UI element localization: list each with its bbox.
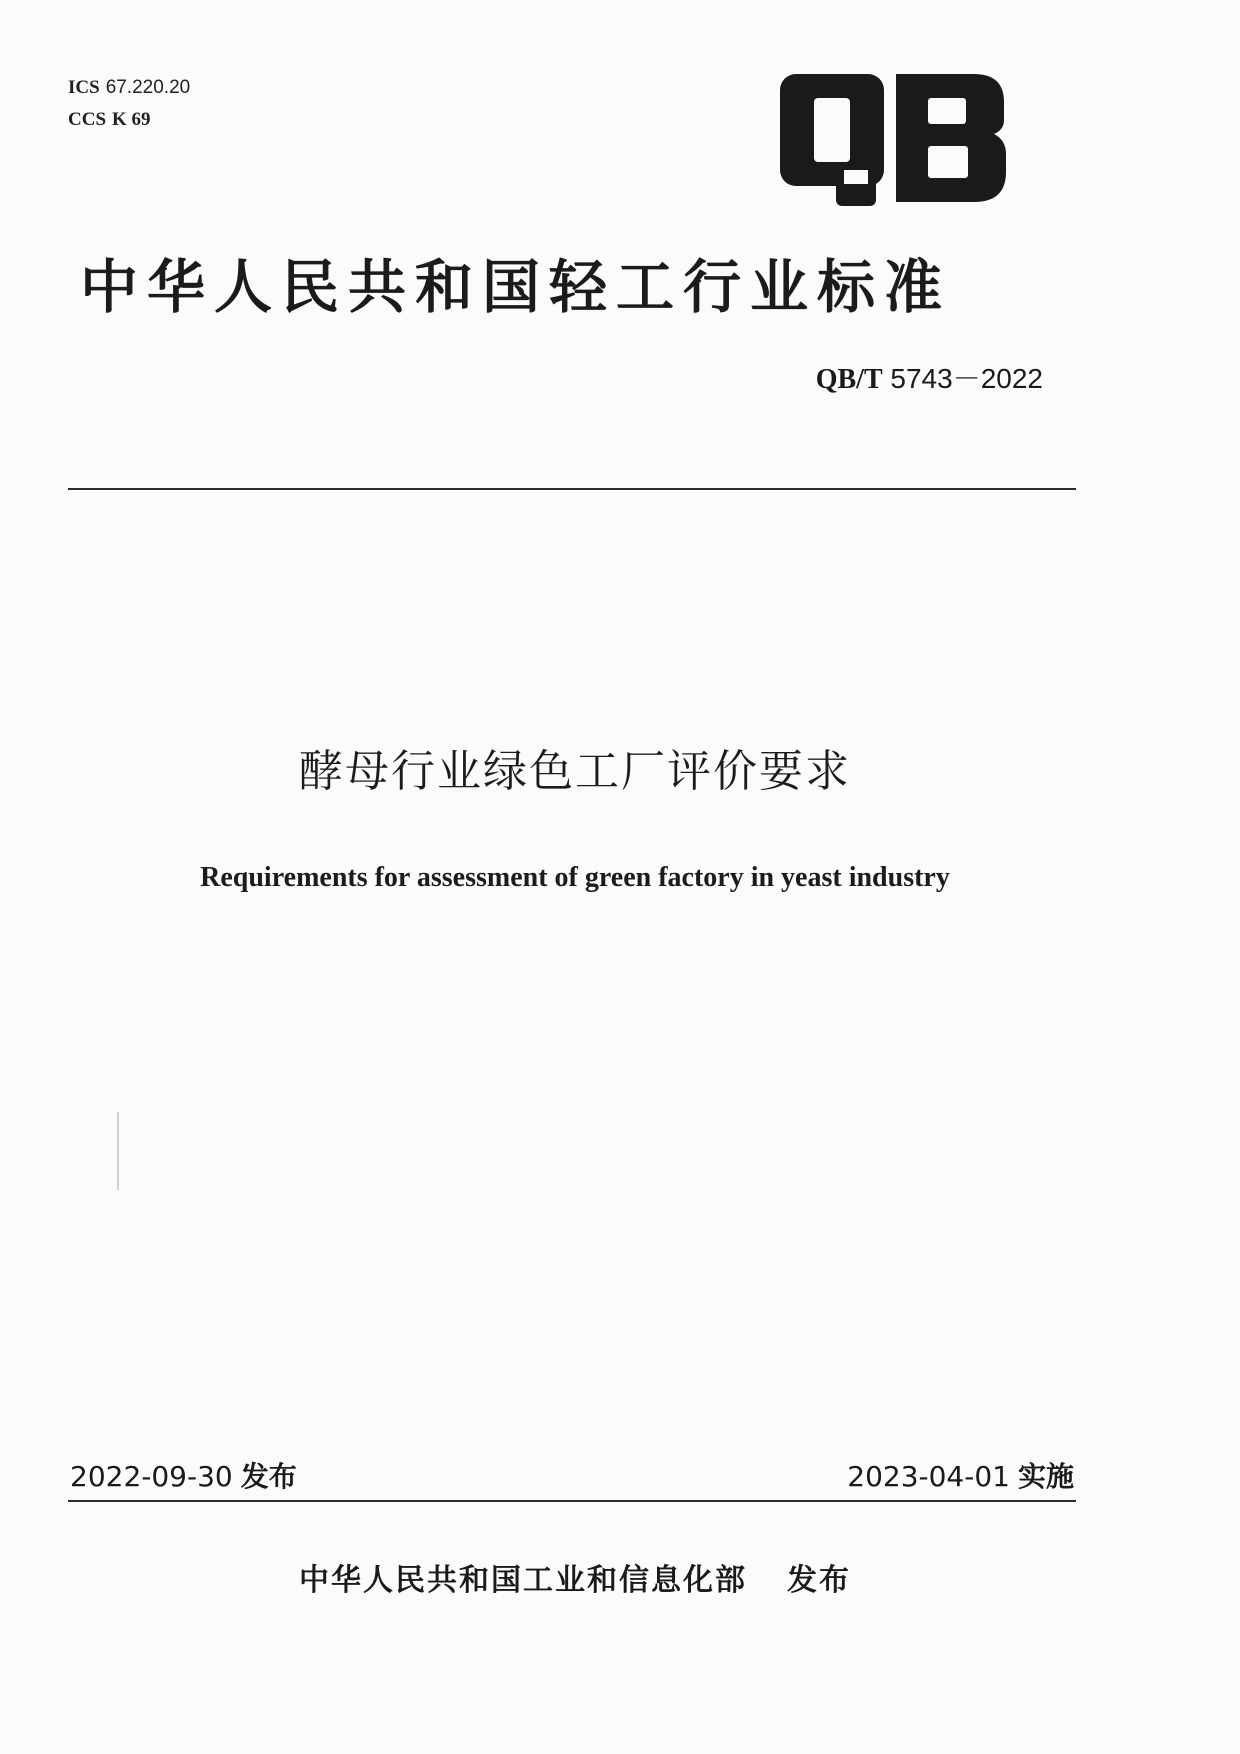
implement-date: 2023-04-01 xyxy=(847,1460,1010,1493)
ics-value: 67.220.20 xyxy=(105,77,191,98)
standard-category-title: 中华人民共和国轻工行业标准 xyxy=(80,253,952,321)
ics-code xyxy=(68,72,196,104)
qb-logo-b xyxy=(896,74,1006,202)
scan-mark xyxy=(117,1112,119,1190)
bottom-divider xyxy=(68,1500,1076,1502)
publisher-line xyxy=(0,1555,1150,1599)
document-title-cn: 酵母行业绿色工厂评价要求 xyxy=(299,746,851,797)
publisher-name: 中华人民共和国工业和信息化部 xyxy=(299,1563,747,1598)
classification-codes xyxy=(68,72,196,136)
document-title-en: Requirements for assessment of green factory in yeast industry xyxy=(200,862,950,893)
issue-word: 发布 xyxy=(240,1460,297,1493)
ccs-value: K 69 xyxy=(112,109,151,130)
qb-logo-q xyxy=(780,74,884,206)
standard-number-value: 5743－2022 xyxy=(890,363,1043,394)
ccs-code xyxy=(68,104,196,136)
ccs-label: CCS xyxy=(68,109,107,130)
issue-date: 2022-09-30 xyxy=(70,1460,233,1493)
implement-date-line xyxy=(847,1455,1074,1495)
standard-number-prefix: QB/T xyxy=(815,364,883,395)
issue-date-line xyxy=(70,1455,297,1495)
top-divider xyxy=(68,488,1076,490)
publisher-word: 发布 xyxy=(787,1563,851,1598)
implement-word: 实施 xyxy=(1017,1460,1074,1493)
standard-number xyxy=(816,357,1043,397)
ics-label: ICS xyxy=(68,77,100,98)
qb-logo xyxy=(778,72,1008,212)
